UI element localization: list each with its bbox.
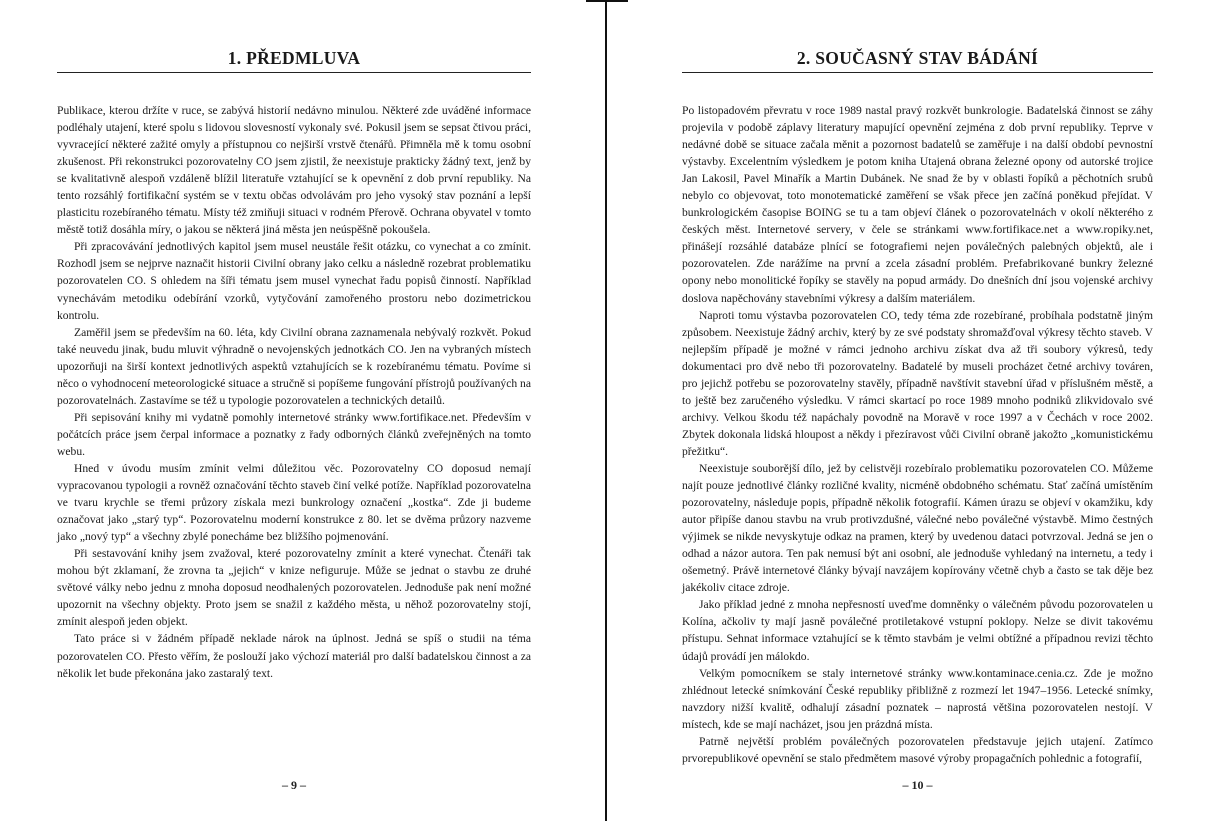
- title-rule: [682, 72, 1153, 73]
- title-rule: [57, 72, 531, 73]
- right-page: [682, 0, 1153, 821]
- paragraph: Velkým pomocníkem se staly internetové stránky www.kontaminace.cenia.cz. Zde je možno zhlédnout letecké snímkování České republiky přibližně z rozmezí let 1947–1956. Letecké snímky, navzdory nižší kvalitě, odhalují zásadní poznatek – naprostá většina pozorovatelen nestojí. V místech, kde se mají nacházet, jsou jen prázdná místa.: [682, 666, 1153, 731]
- paragraph: Neexistuje souborější dílo, jež by celistvěji rozebíralo problematiku pozorovatelen CO. Můžeme najít pouze jednotlivé články rozličné kvality, nicméně obdobného schématu. Stať začíná umístěním pozorovatelny, následuje popis, případně několik fotografií. Kámen úrazu se objeví v okamžiku, kdy autor připíše danou stavbu na vrub protivzdušné, válečné nebo poválečné výstavbě. Mimo čestných výjimek se nikde nevyskytuje odkaz na pramen, který by uvedenou dataci potvrzoval. Jedná se jen o odhad a názor autora. Ten pak nemusí být ani osobní, ale jednoduše vyhledaný na internetu, a tedy i ošemetný. Právě internetové články bývají navzájem kopírovány včetně chyb a často se tak děje bez jakékoliv citace zdroje.: [682, 461, 1153, 595]
- paragraph: Jako příklad jedné z mnoha nepřesností uveďme domněnky o válečném původu pozorovatelen u Kolína, ačkoliv ty mají jasně poválečné protiletakové vstupní poklopy. Nelze se divit takovému přístupu. Sehnat informace vztahující se k těmto stavbám je velmi obtížné a případnou revizi těchto údajů provádí jen málokdo.: [682, 598, 1153, 663]
- paragraph: Po listopadovém převratu v roce 1989 nastal pravý rozkvět bunkrologie. Badatelská činnost se záhy projevila v podobě záplavy literatury mapující opevnění zejména z dob první republiky. Teprve v nedávné době se situace začala měnit a pozornost badatelů se zaměřuje i na další období pevnostní výstavby. Excelentním výsledkem je potom kniha Utajená obrana železné opony od autorské trojice Jan Lakosil, Pavel Minařík a Martin Dubánek. Ne snad že by v oblasti řopíků a pěchotních srubů nebylo co objevovat, toto monotematické zaměření se však přece jen začíná poněkud přejídat. V bunkrologickém časopise BOING se tu a tam objeví článek o pozorovatelnách v okolí některého z českých měst. Internetové servery, v čele se stránkami www.fortifikace.net a www.ropiky.net, přinášejí rozsáhlé databáze plnící se fotografiemi nejen poválečných palebných objektů, ale i pozorovatelen. Zde narážíme na první a zcela zásadní problém. Prefabrikované bunkry železné opony nebo monolitické řopíky se stavěly na popud armády. Do dnešních dní jsou vojenské archivy doslova napěchovány stavebními výkresy a dalším materiálem.: [682, 104, 1153, 305]
- paragraph: Zaměřil jsem se především na 60. léta, kdy Civilní obrana zaznamenala nebývalý rozkvět. Pokud také neuvedu jinak, budu mluvit výhradně o nevojenských jednotkách CO. Jen na vybraných místech upozorňuji na širší kontext jednotlivých aspektů vztahujících se k rozebíranému tématu. Povíme si něco o vyhodnocení meteorologické situace a stručně si popíšeme fungování přístrojů používaných na pozorovatelnách. Zastavíme se též u typologie pozorovatelen a technických detailů.: [57, 325, 531, 407]
- book-spine: [605, 0, 607, 821]
- paragraph: Naproti tomu výstavba pozorovatelen CO, tedy téma zde rozebírané, probíhala podstatně jiným způsobem. Neexistuje žádný archiv, který by ze své podstaty shromažďoval výkresy těchto staveb. V nejlepším případě je možné v rámci jednoho archivu získat dva až tři soubory výkresů, tedy dokumentaci pro dvě nebo tři pozorovatelny. Badatelé by museli procházet četné archivy továren, pro jejichž potřebu se pozorovatelny stavěly, případně navštívit stavební úřad v příslušném městě, a to ještě bez zaručeného výsledku. V rámci skartací po roce 1989 mnoho podniků zlikvidovalo své archivy. Velkou škodu též napáchaly povodně na Moravě v roce 1997 a v Čechách v roce 2002. Zbytek dokonala lidská hloupost a někdy i přezíravost vůči Civilní obraně jakožto „komunistickému přežitku“.: [682, 308, 1153, 458]
- paragraph: Tato práce si v žádném případě neklade nárok na úplnost. Jedná se spíš o studii na téma pozorovatelen CO. Přesto věřím, že poslouží jako výchozí materiál pro další badatelskou činnost a za několik let bude překonána jako zastaralý text.: [57, 632, 531, 680]
- page-number: – 9 –: [282, 778, 306, 792]
- paragraph: Při sestavování knihy jsem zvažoval, které pozorovatelny zmínit a které vynechat. Čtenáři tak mohou být zklamaní, že zrovna ta „jejich“ v knize nefiguruje. Může se jednat o stavbu ze druhé světové války nebo jednu z mnoha doposud neodhalených pozorovatelen. Jednoduše pak není možné upozornit na všechny objekty. Proto jsem se snažil z každého města, u něhož pozorovatelny stojí, zmínit alespoň jeden objekt.: [57, 547, 531, 629]
- left-page-body: [57, 102, 531, 682]
- book-spine-top-edge: [586, 0, 628, 2]
- right-page-body: [682, 102, 1153, 767]
- paragraph: Při zpracovávání jednotlivých kapitol jsem musel neustále řešit otázku, co vynechat a co zmínit. Rozhodl jsem se nejprve naznačit historii Civilní obrany jako celku a následně rozebrat problematiku pozorovatelen CO. S ohledem na šíři tématu jsem musel vynechat řadu popisů činností. Například vynechávám metodiku odebírání vzorků, vytyčování zamořeného prostoru nebo dozimetrickou kontrolu.: [57, 240, 531, 322]
- paragraph: Patrně největší problém poválečných pozorovatelen představuje jejich utajení. Zatímco prvorepublikové opevnění se stalo předmětem masové výroby propagačních pohlednic a fotografií,: [682, 734, 1153, 765]
- paragraph: Hned v úvodu musím zmínit velmi důležitou věc. Pozorovatelny CO doposud nemají vypracovanou typologii a rovněž označování těchto staveb činí velké potíže. Například pozorovatelna ve tvaru krychle se třemi průzory získala mezi bunkrology označení „kostka“. Zde ji budeme označovat jako „starý typ“. Pozorovatelnu moderní konstrukce z 80. let se dvěma průzory nazveme jako „nový typ“ a všechny zbylé ponecháme bez bližšího pojmenování.: [57, 461, 531, 544]
- page-number: – 10 –: [902, 778, 933, 792]
- left-page: [57, 0, 531, 821]
- chapter-title-soucasny-stav-badani: 2. SOUČASNÝ STAV BÁDÁNÍ: [796, 48, 1039, 68]
- paragraph: Při sepisování knihy mi vydatně pomohly internetové stránky www.fortifikace.net. Především v počátcích práce jsem čerpal informace a poznatky z řady odborných článků zveřejněných na tomto webu.: [57, 410, 531, 458]
- chapter-title-predmluva: 1. PŘEDMLUVA: [227, 48, 361, 68]
- paragraph: Publikace, kterou držíte v ruce, se zabývá historií nedávno minulou. Některé zde uváděné informace podléhaly utajení, které spolu s lidovou slovesností vykonaly své. Pokusil jsem se sepsat čtivou práci, vyvracející některé zažité omyly a přístupnou co nejširší vrstvě čtenářů. Přimněla mě k tomu osobní zkušenost. Při rekonstrukci pozorovatelny CO jsem zjistil, že neexistuje prakticky žádný text, jenž by se kvalitativně alespoň vzdáleně blížil literatuře vztahující se k opevnění z dob první republiky. Na tento rozsáhlý fortifikační systém se v textu občas odvolávám pro jeho vysoký stav poznání a lepší plasticitu rozebíraného tématu. Místy též zmiňuji situaci v rodném Přerově. Ochrana obyvatel v tomto městě totiž dosáhla míry, o jakou se některá jiná města jen neúspěšně pokoušela.: [57, 104, 531, 237]
